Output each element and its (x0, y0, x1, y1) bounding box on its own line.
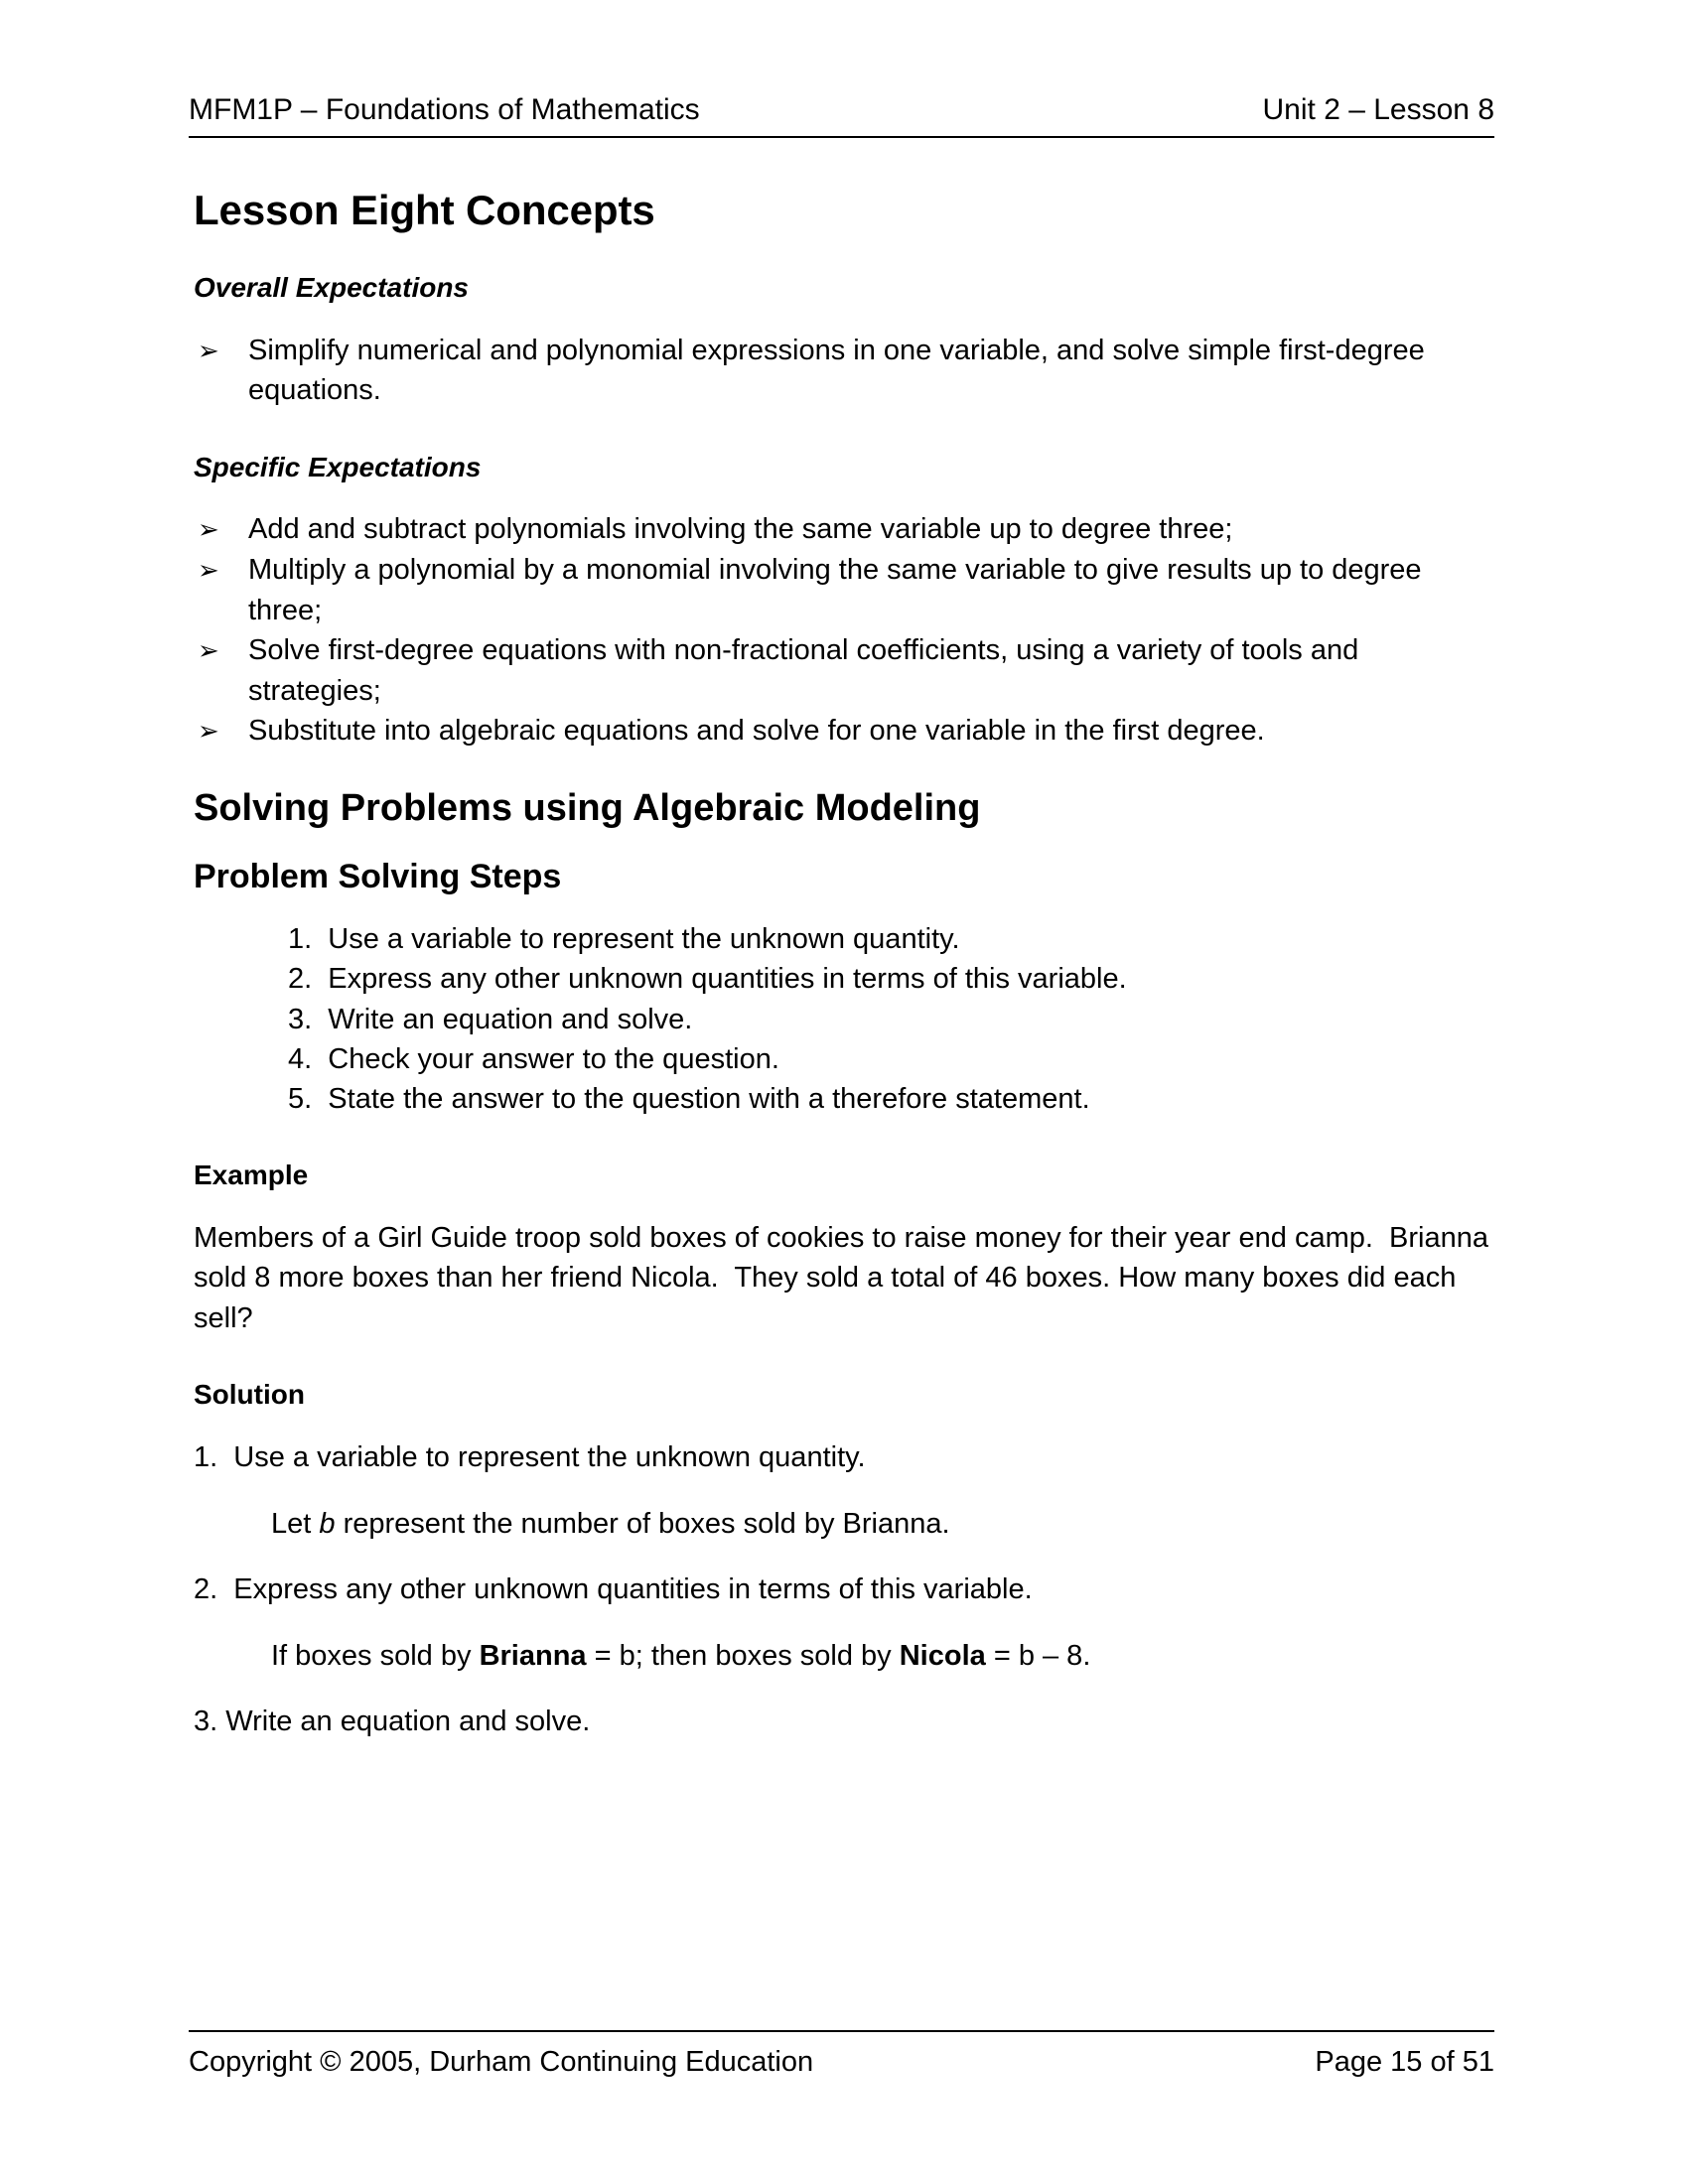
arrow-bullet-icon: ➢ (198, 635, 219, 666)
example-problem-text: Members of a Girl Guide troop sold boxes of cookies to raise money for their year end camp. Brianna sold 8 more boxes than her friend Nicola. They sold a total of 46 boxes. How many boxes did each sell? (194, 1221, 1497, 1334)
page-title: Lesson Eight Concepts (194, 187, 655, 233)
solution-step-1-detail-pre: Let (271, 1507, 320, 1540)
name-nicola: Nicola (899, 1639, 986, 1672)
arrow-bullet-icon: ➢ (198, 514, 219, 545)
variable-b: b (319, 1507, 336, 1540)
list-item: 1. Use a variable to represent the unknown quantity. (288, 923, 960, 956)
list-item: 3. Write an equation and solve. (288, 1003, 693, 1035)
overall-expectations-list (194, 331, 1494, 411)
list-item: 4. Check your answer to the question. (288, 1042, 779, 1075)
overall-expectations-label: Overall Expectations (194, 272, 470, 304)
solution-step-2-detail-a: If boxes sold by (271, 1639, 480, 1672)
list-item-label: Multiply a polynomial by a monomial involving the same variable to give results up to degree three; (248, 554, 1422, 626)
solution-step-1-detail-post: represent the number of boxes sold by Brianna. (335, 1507, 950, 1540)
subsection-heading-problem-solving-steps: Problem Solving Steps (194, 857, 562, 895)
document-body (194, 187, 1497, 1768)
solution-step-2-detail-c: = b – 8. (985, 1639, 1091, 1672)
solution-step-2-detail (194, 1636, 1494, 1677)
running-footer (189, 2030, 1494, 2080)
header-unit-lesson: Unit 2 – Lesson 8 (1262, 93, 1494, 126)
list-item (194, 711, 1494, 751)
running-header (189, 91, 1494, 138)
solution-step-2-detail-b: = b; then boxes sold by (586, 1639, 900, 1672)
name-brianna: Brianna (479, 1639, 587, 1672)
spacer (194, 1145, 1494, 1159)
footer-page-number: Page 15 of 51 (1315, 2046, 1494, 2078)
spacer (194, 437, 1494, 451)
solution-step-1-detail (194, 1504, 1494, 1545)
spacer (194, 1364, 1494, 1378)
list-item-label: Solve first-degree equations with non-fractional coefficients, using a variety of tools and strategies; (248, 634, 1359, 707)
list-item: 5. State the answer to the question with a therefore statement. (288, 1082, 1090, 1115)
solution-label: Solution (194, 1379, 305, 1411)
specific-expectations-list (194, 509, 1494, 751)
list-item-label: Simplify numerical and polynomial expressions in one variable, and solve simple first-degree equations. (248, 334, 1425, 407)
list-item-label: Substitute into algebraic equations and solve for one variable in the first degree. (248, 715, 1265, 748)
arrow-bullet-icon: ➢ (198, 335, 219, 365)
example-label: Example (194, 1160, 309, 1191)
list-item (194, 550, 1494, 630)
header-course-title: MFM1P – Foundations of Mathematics (189, 93, 700, 126)
list-item: 2. Express any other unknown quantities in terms of this variable. (288, 963, 1127, 996)
list-item (194, 331, 1494, 411)
specific-expectations-label: Specific Expectations (194, 451, 482, 482)
list-item (194, 630, 1494, 711)
section-heading-algebraic-modeling: Solving Problems using Algebraic Modeling (194, 786, 981, 829)
arrow-bullet-icon: ➢ (198, 716, 219, 747)
solution-step-2: 2. Express any other unknown quantities in terms of this variable. (194, 1573, 1033, 1606)
list-item (194, 509, 1494, 550)
list-item-label: Add and subtract polynomials involving the same variable up to degree three; (248, 513, 1233, 546)
arrow-bullet-icon: ➢ (198, 555, 219, 585)
footer-copyright: Copyright © 2005, Durham Continuing Education (189, 2046, 814, 2078)
problem-solving-steps-list (194, 919, 1494, 1119)
solution-step-1: 1. Use a variable to represent the unknown quantity. (194, 1441, 866, 1474)
solution-step-3: 3. Write an equation and solve. (194, 1706, 591, 1738)
